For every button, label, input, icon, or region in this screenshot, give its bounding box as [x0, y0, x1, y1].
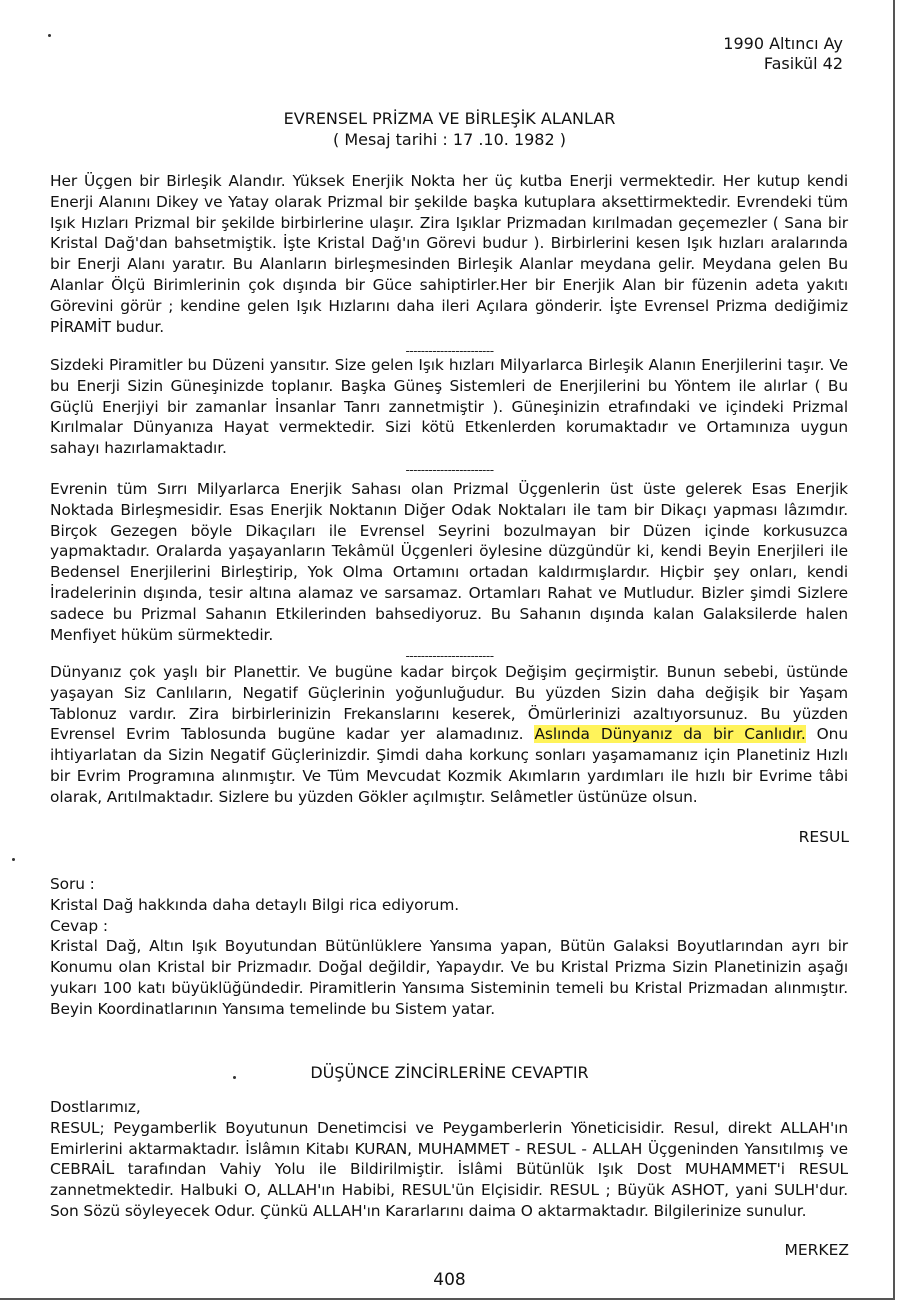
signature-resul: RESUL [798, 828, 849, 846]
message-title-block [0, 108, 899, 150]
page-title: EVRENSEL PRİZMA VE BİRLEŞİK ALANLAR [283, 109, 616, 128]
section-2-body [50, 1097, 848, 1222]
paragraph-4-end: Onu ihtiyarlatan da Sizin Negatif Güçlerinizdir. Şimdi daha korkunç sonları yaşamamanız için Planetiniz Hızlı bir Evrim Programına alınmıştır. Ve Tüm Mevcudat Kozmik Akımların yardımları ile hızlı bir Evrime tâbi olarak, Arıtılmaktadır. Sizlere bu yüzden Gökler açılmıştır. Selâmetler üstünüze olsun. [50, 725, 848, 806]
question-text: Kristal Dağ hakkında daha detaylı Bilgi rica ediyorum. [50, 895, 460, 914]
paragraph-4 [50, 662, 848, 808]
paragraph-4-start: Dünyanız çok yaşlı bir Planettir. Ve bugüne kadar birçok Değişim geçirmiştir. Bunun sebebi, üstünde yaşayan Siz Canlıların, Negatif Güçlerinin yoğunluğudur. Bu yüzden Sizin daha değişik bir Yaşam Tablonuz vardır. Zira birbirlerinizin Frekanslarını keserek, Ömürlerinizi azaltıyorsunuz. Bu yüzden Evrensel Evrim Tablosunda bugüne kadar yer alamadınız. [50, 663, 848, 744]
separator-1: ----------------------- [405, 344, 494, 358]
paragraph-1: Her Üçgen bir Birleşik Alandır. Yüksek Enerjik Nokta her üç kutba Enerji vermektedir. Her kutup kendi Enerji Alanını Dikey ve Yatay olarak Prizmal bir şekilde başka kutuplara aksettirmektedir. Evrendeki tüm Işık Hızları Prizmal bir şekilde birbirlerine ulaşır. Zira Işıklar Prizmadan kırılmadan geçemezler ( Sana bir Kristal Dağ'dan bahsetmiştik. İşte Kristal Dağ'ın Görevi budur ). Birbirlerini kesen Işık hızları aralarında bir Enerji Alanı yaratır. Bu Alanların birleşmesinden Birleşik Alanlar meydana gelir. Meydana gelen Bu Alanlar Ölçü Birimlerinin çok dışında bir Güce sahiptirler.Her bir Enerjik Alan bir füzenin adeta yakıtı Görevini görür ; kendine gelen Işık Hızlarını daha ileri Açılara gönderir. İşte Evrensel Prizma dediğimiz PİRAMİT budur. [50, 172, 848, 336]
issue-date: 1990 Altıncı Ay [723, 34, 843, 53]
scan-speck [12, 858, 15, 861]
greeting: Dostlarımız, [50, 1098, 141, 1116]
separator-3: ----------------------- [405, 649, 494, 663]
qa-section [50, 874, 848, 1020]
answer-text: Kristal Dağ, Altın Işık Boyutundan Bütünlüklere Yansıma yapan, Bütün Galaksi Boyutlarından ayrı bir Konumu olan Kristal bir Prizmadır. Doğal değildir, Yapaydır. Ve bu Kristal Prizma Sizin Planetinizin aşağı yukarı 100 katı büyüklüğündedir. Piramitlerin Yansıma Sisteminin temeli bu Kristal Prizmadan alınmıştır. Beyin Koordinatlarının Yansıma temelinde bu Sistem yatar. [50, 937, 848, 1018]
highlighted-text: Aslında Dünyanız da bir Canlıdır. [534, 725, 806, 744]
section-title-block [0, 1062, 899, 1083]
paragraph-3: Evrenin tüm Sırrı Milyarlarca Enerjik Sahası olan Prizmal Üçgenlerin üst üste gelerek Esas Enerjik Noktada Birleşmesidir. Esas Enerjik Noktanın Diğer Odak Noktaları ile tam bir Dikaçı yapması lâzımdır. Birçok Gezegen böyle Dikaçıları ile Evrensel Seyrini bozulmayan bir Düzen içinde korkusuzca yapmaktadır. Oralarda yaşayanların Tekâmül Üçgenleri öylesine düzgündür ki, kendi Beyin Enerjileri ile Bedensel Enerjilerini Birleştirip, Yok Olma Ortamını ortadan kaldırmışlardır. Hiçbir şey onları, kendi İradelerinin dışında, tesir altına alamaz ve sarsamaz. Ortamları Rahat ve Mutludur. Bizler şimdi Sizlere sadece bu Prizmal Sahanın Etkilerinden bahsediyoruz. Bu Sahanın dışında kalan Galaksilerde halen Menfiyet hüküm sürmektedir. [50, 480, 848, 644]
page-number: 408 [433, 1270, 466, 1290]
issue-fascicle: Fasikül 42 [763, 54, 843, 73]
paragraph-2: Sizdeki Piramitler bu Düzeni yansıtır. Size gelen Işık hızları Milyarlarca Birleşik Alanın Enerjilerini taşır. Ve bu Enerji Sizin Güneşinizde toplanır. Başka Güneş Sistemleri de Enerjilerini bu Yöntem ile alırlar ( Bu Güçlü Enerjiyi bir zamanlar İnsanlar Tanrı zannetmiştir ). Güneşinizin etrafındaki ve içindeki Prizmal Kırılmalar Dünyanıza Hayat vermektedir. Sizi kötü Etkenlerden korumaktadır ve Ortamınıza uygun sahayı hazırlamaktadır. [50, 356, 848, 458]
signature-merkez: MERKEZ [784, 1241, 849, 1259]
message-date: ( Mesaj tarihi : 17 .10. 1982 ) [332, 130, 566, 149]
scan-speck [48, 34, 51, 37]
section-2-text: RESUL; Peygamberlik Boyutunun Denetimcisi ve Peygamberlerin Yöneticisidir. Resul, direkt ALLAH'ın Emirlerini aktarmaktadır. İslâmın Kitabı KURAN, MUHAMMET - RESUL - ALLAH Üçgeninden Yansıtılmış ve CEBRAİL tarafından Vahiy Yolu ile Bildirilmiştir. İslâmi Bütünlük Işık Dost MUHAMMET'i RESUL zannetmektedir. Halbuki O, ALLAH'ın Habibi, RESUL'ün Elçisidir. RESUL ; Büyük ASHOT, yani SULH'dur. Son Sözü söyleyecek Odur. Çünkü ALLAH'ın Kararlarını daima O aktarmaktadır. Bilgilerinize sunulur. [50, 1118, 848, 1220]
separator-2: ----------------------- [405, 463, 494, 477]
question-label: Soru : [50, 875, 95, 893]
answer-label: Cevap : [50, 916, 108, 935]
issue-header [723, 34, 843, 74]
section-title: DÜŞÜNCE ZİNCİRLERİNE CEVAPTIR [310, 1063, 589, 1082]
